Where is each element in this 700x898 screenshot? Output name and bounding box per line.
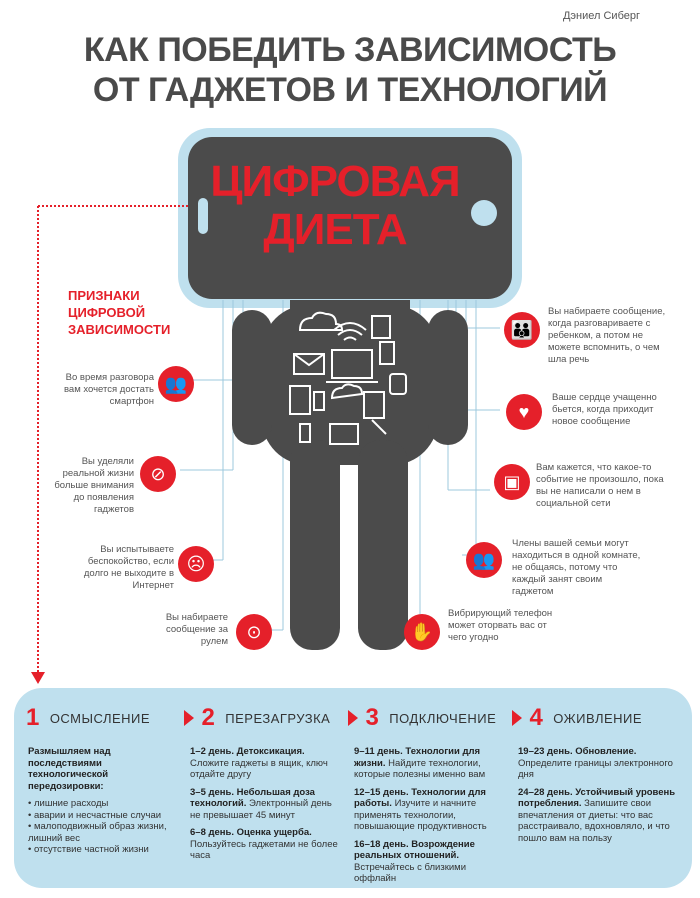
author: Дэниел Сиберг	[562, 10, 640, 22]
no-people-icon: ⊘	[140, 456, 176, 492]
step-1-header	[26, 704, 150, 732]
right-sign-4: Члены вашей семьи могут находиться в одной комнате, не общаясь, потому что каждый занят своим гаджетом	[512, 538, 641, 597]
step-2-item-1-head: 1–2 день. Детоксикация.	[190, 746, 305, 757]
title-line-2: ОТ ГАДЖЕТОВ И ТЕХНОЛОГИЙ	[92, 71, 608, 109]
sad-phone-icon: ☹	[178, 546, 214, 582]
right-sign-2: Ваше сердце учащенно бьется, когда приходит новое сообщение	[552, 392, 657, 427]
step-3-number: 3	[365, 704, 379, 731]
signs-heading-line-3: ЗАВИСИМОСТИ	[68, 322, 171, 337]
step-2-title: ПЕРЕЗАГРУЗКА	[225, 710, 331, 726]
step-4-number: 4	[529, 704, 543, 731]
step-4-item-2-head: 24–28 день. Устойчивый уровень потребления.	[518, 786, 676, 809]
signs-heading-line-1: ПРИЗНАКИ	[68, 288, 140, 303]
arrow-right-icon	[184, 710, 194, 726]
phone-title-line-1: ЦИФРОВАЯ	[210, 157, 460, 206]
vibrating-phone-icon: ✋	[404, 614, 440, 650]
step-2-item-2-body: Электронный день не превышает 45 минут	[190, 798, 332, 821]
list-item: • отсутствие частной жизни	[28, 844, 178, 856]
person-body	[232, 300, 468, 650]
list-item: • аварии и несчастные случаи	[28, 810, 178, 822]
title-line-1: КАК ПОБЕДИТЬ ЗАВИСИМОСТЬ	[83, 31, 617, 69]
step-3-title: ПОДКЛЮЧЕНИЕ	[389, 710, 497, 726]
family-gadgets-icon: 👥	[466, 542, 502, 578]
step-1-number: 1	[26, 704, 40, 731]
steps-panel	[14, 688, 692, 888]
right-sign-1: Вы набираете сообщение, когда разговариваете с ребенком, а потом не можете вспомнить, о чем шла речь	[548, 306, 666, 365]
step-1-intro: Размышляем над последствиями технологической передозировки:	[28, 746, 111, 792]
step-2-item-2-head: 3–5 день. Небольшая доза технологий.	[190, 786, 315, 809]
driving-phone-icon: ⊙	[236, 614, 272, 650]
left-sign-3: Вы испытываете беспокойство, если долго не выходите в Интернет	[83, 544, 174, 591]
step-4-item-1-body: Определите границы электронного дня	[518, 757, 673, 780]
step-1-title: ОСМЫСЛЕНИЕ	[49, 710, 151, 726]
step-3-item-1-body: Найдите технологии, которые полезны именно вам	[354, 757, 486, 780]
arrow-right-icon	[512, 710, 522, 726]
step-3-header	[348, 704, 496, 732]
step-4-title: ОЖИВЛЕНИЕ	[553, 710, 643, 726]
step-2-content	[190, 746, 340, 868]
step-4-content	[518, 746, 678, 850]
step-2-item-3-body: Пользуйтесь гаджетами не более часа	[190, 838, 338, 861]
signs-heading-line-2: ЦИФРОВОЙ	[68, 305, 146, 320]
step-1-content	[28, 746, 178, 856]
step-3-content	[354, 746, 504, 891]
step-3-item-3-head: 16–18 день. Возрождение реальных отношений.	[354, 838, 475, 861]
arrow-right-icon	[348, 710, 358, 726]
list-item: • лишние расходы	[28, 798, 178, 810]
right-sign-3: Вам кажется, что какое-то событие не произошло, пока вы не написали о нем в социальной сети	[536, 462, 664, 509]
step-3-item-3-body: Встречайтесь с близкими оффлайн	[354, 861, 467, 884]
step-1-bullets	[28, 798, 178, 856]
step-2-item-3-head: 6–8 день. Оценка ущерба.	[190, 827, 312, 838]
step-4-item-2-body: Запишите свои впечатления от диеты: что вас расстраивало, вдохновляло, и что пошло вам на пользу	[518, 798, 670, 844]
step-4-header	[512, 704, 642, 732]
step-3-item-1-head: 9–11 день. Технологии для жизни.	[354, 746, 481, 769]
left-sign-1: Во время разговора вам хочется достать смартфон	[63, 372, 154, 407]
parent-child-icon: 👪	[504, 312, 540, 348]
left-sign-4: Вы набираете сообщение за рулем	[165, 612, 228, 647]
step-2-number: 2	[201, 704, 215, 731]
step-2-header	[184, 704, 330, 732]
left-sign-2: Вы уделяли реальной жизни больше внимания до появления гаджетов	[54, 456, 134, 515]
social-phone-icon: ▣	[494, 464, 530, 500]
heart-phone-icon: ♥	[506, 394, 542, 430]
step-4-item-1-head: 19–23 день. Обновление.	[518, 746, 637, 757]
step-3-item-2-body: Изучите и начните применять технологии, повышающие продуктивность	[354, 798, 487, 832]
phone-title-line-2: ДИЕТА	[263, 205, 407, 254]
people-phone-icon: 👥	[158, 366, 194, 402]
step-3-item-2-head: 12–15 день. Технологии для работы.	[354, 786, 486, 809]
right-sign-5: Вибрирующий телефон может оторвать вас от чего угодно	[448, 608, 553, 643]
step-2-item-1-body: Сложите гаджеты в ящик, ключ отдайте другу	[190, 757, 328, 780]
list-item: • малоподвижный образ жизни, лишний вес	[28, 821, 178, 844]
